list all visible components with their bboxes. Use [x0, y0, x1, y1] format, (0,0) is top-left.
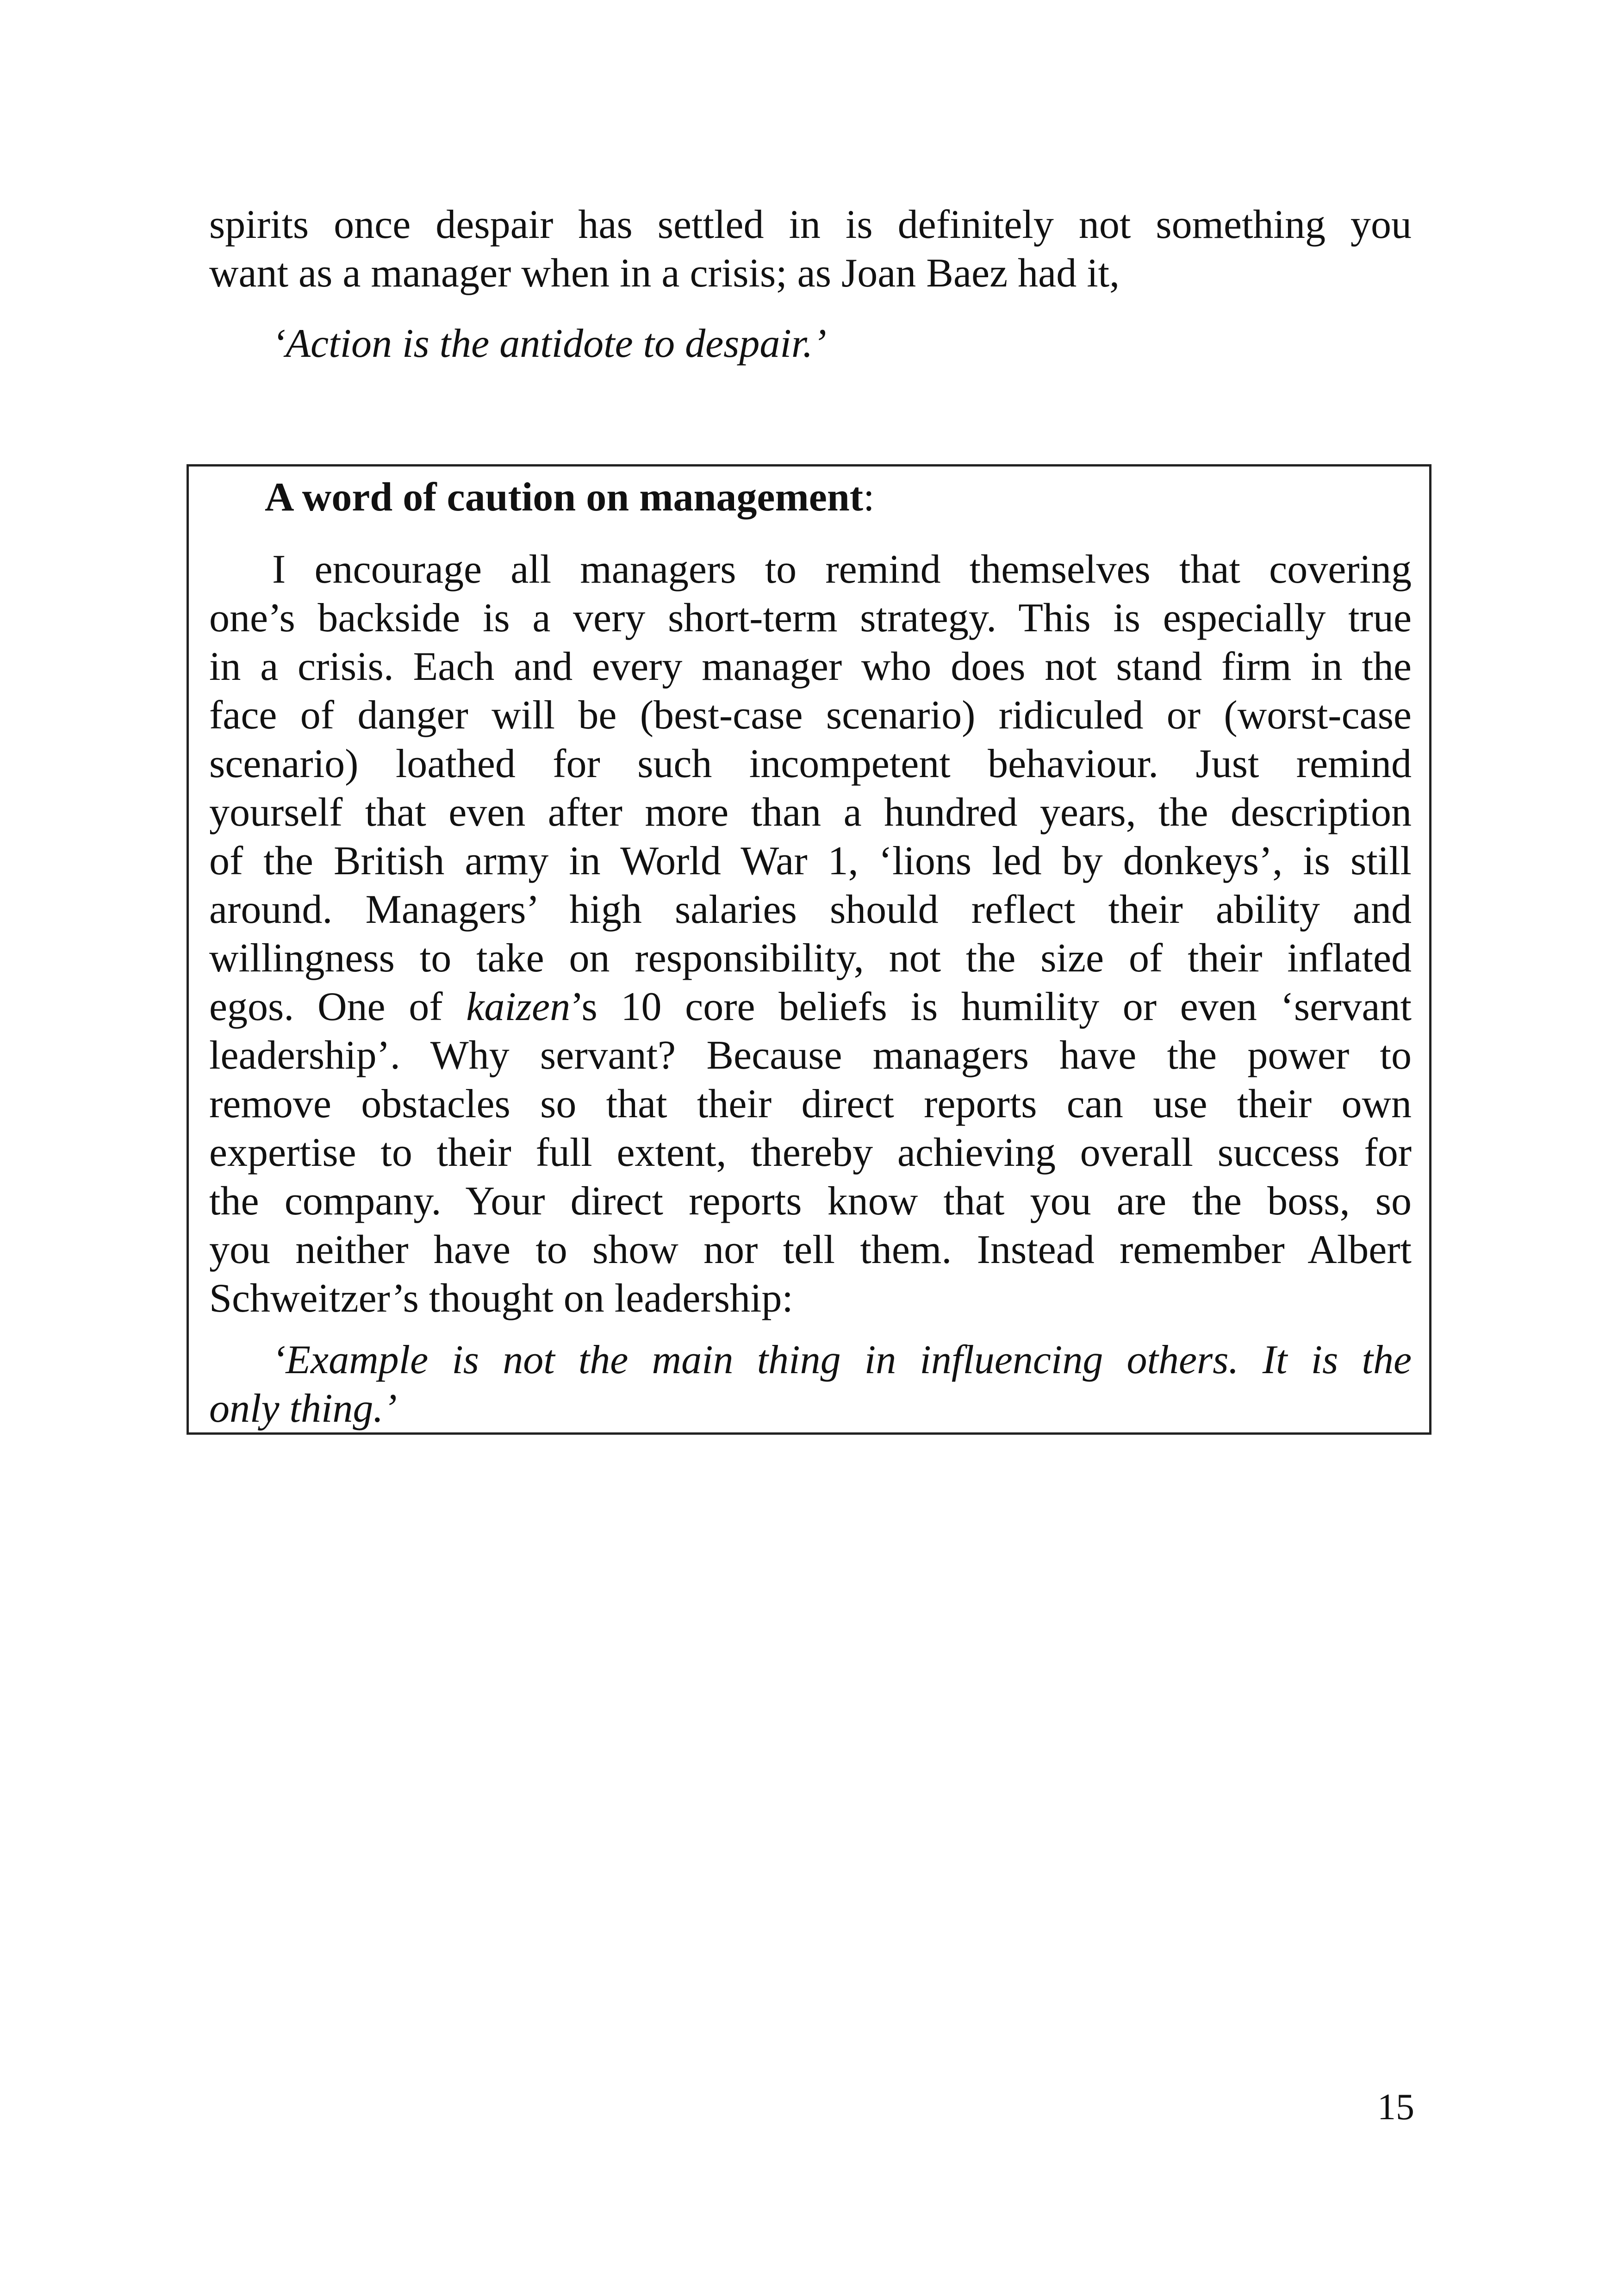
body-line: scenario) loathed for such incompetent behaviour. Just remind [209, 741, 1412, 786]
body-line: of the British army in World War 1, ‘lions led by donkeys’, is still [209, 839, 1412, 884]
intro-line: spirits once despair has settled in is definitely not something you [209, 202, 1412, 247]
body-line: around. Managers’ high salaries should reflect their ability and [209, 887, 1412, 932]
egos-before: egos. One of [209, 984, 467, 1029]
body-line-kaizen [209, 983, 1412, 1031]
kaizen-term: kaizen [466, 984, 571, 1029]
intro-paragraph [209, 200, 1412, 298]
body-line: willingness to take on responsibility, not the size of their inflated [209, 936, 1412, 981]
body-line: in a crisis. Each and every manager who does not stand firm in the [209, 644, 1412, 689]
body-line: the company. Your direct reports know that you are the boss, so [209, 1179, 1412, 1224]
schweitzer-quote [209, 1336, 1412, 1433]
body-line: expertise to their full extent, thereby achieving overall success for [209, 1130, 1412, 1175]
body-line: Schweitzer’s thought on leadership: [209, 1276, 793, 1321]
page-number: 15 [1377, 2087, 1414, 2128]
body-line: one’s backside is a very short-term strategy. This is especially true [209, 596, 1412, 641]
intro-line: want as a manager when in a crisis; as Joan Baez had it, [209, 251, 1120, 296]
baez-quote: ‘Action is the antidote to despair.’ [272, 321, 827, 366]
body-line: leadership’. Why servant? Because managers have the power to [209, 1033, 1412, 1078]
box-heading-colon: : [863, 475, 875, 520]
body-line: yourself that even after more than a hundred years, the description [209, 790, 1412, 835]
body-line: remove obstacles so that their direct reports can use their own [209, 1082, 1412, 1126]
body-line: I encourage all managers to remind themselves that covering [272, 547, 1412, 592]
egos-after: ’s 10 core beliefs is humility or even ‘servant [570, 984, 1412, 1029]
body-line: face of danger will be (best-case scenario) ridiculed or (worst-case [209, 693, 1412, 738]
box-heading [265, 473, 875, 522]
quote-line: ‘Example is not the main thing in influencing others. It is the [272, 1338, 1412, 1382]
quote-line: only thing.’ [209, 1386, 397, 1431]
box-heading-text: A word of caution on management [265, 475, 864, 520]
body-line: you neither have to show nor tell them. Instead remember Albert [209, 1227, 1412, 1272]
box-body-paragraph [209, 545, 1412, 1323]
